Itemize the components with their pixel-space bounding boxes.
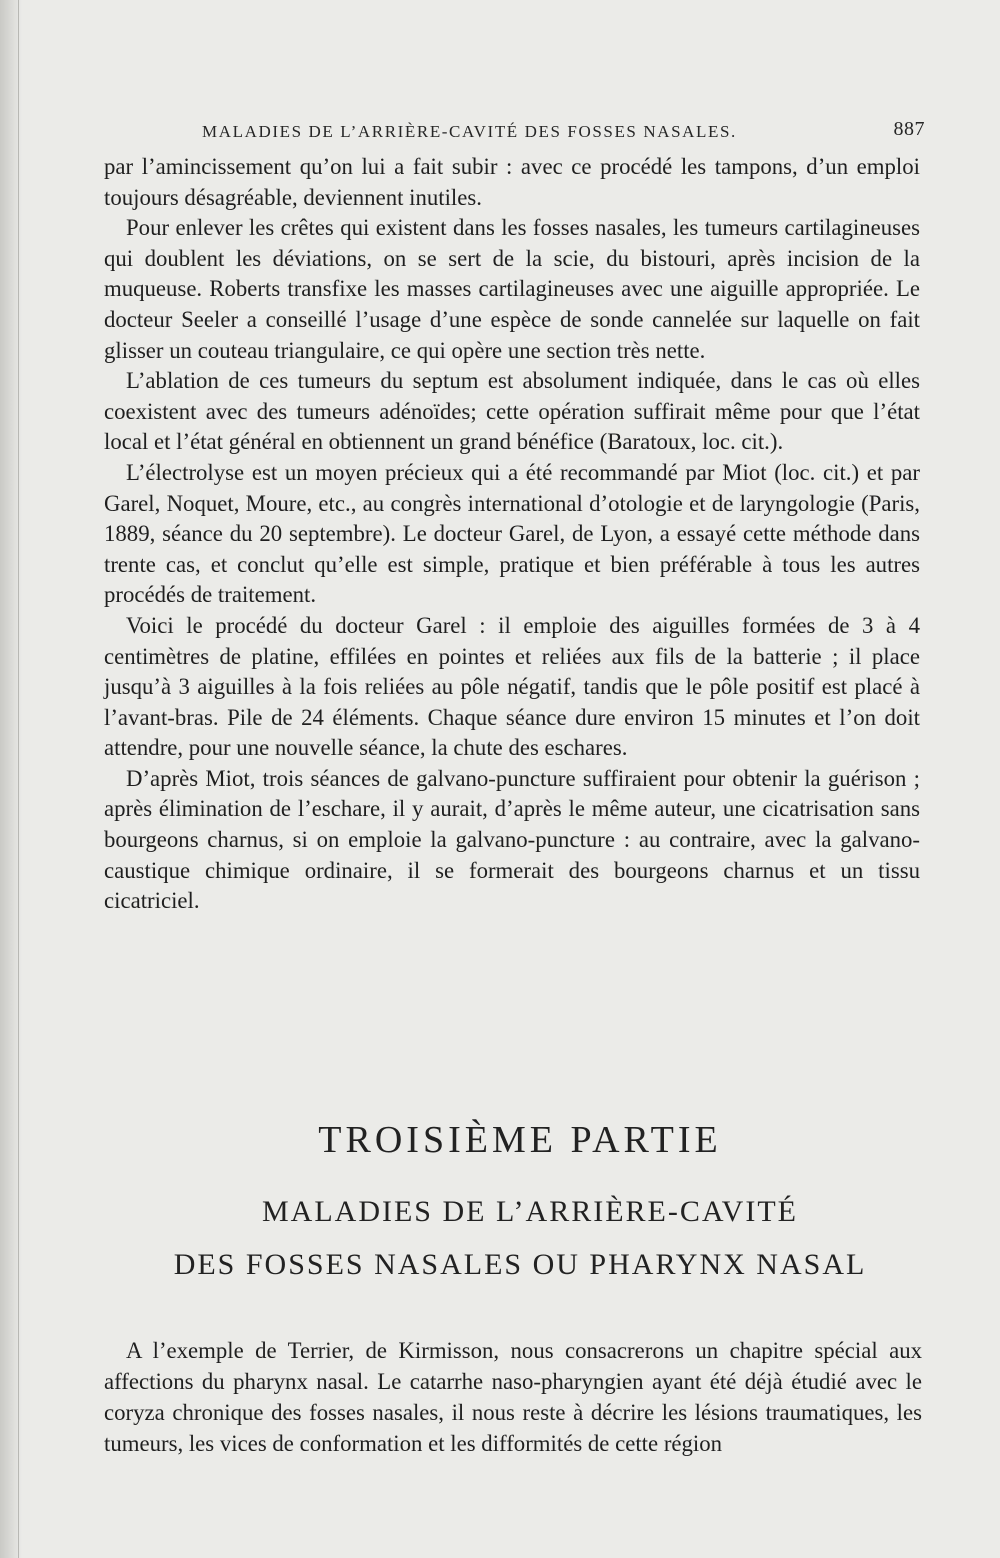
running-head-title: MALADIES DE L’ARRIÈRE-CAVITÉ DES FOSSES NASALES. — [202, 122, 737, 141]
body-text — [104, 152, 920, 917]
paragraph: par l’amincissement qu’on lui a fait subir : avec ce procédé les tampons, d’un emploi toujours désagréable, deviennent inutiles. — [104, 154, 920, 210]
part-subtitle-line-1: MALADIES DE L’ARRIÈRE-CAVITÉ — [262, 1195, 798, 1228]
paragraph: L’ablation de ces tumeurs du septum est absolument indiquée, dans le cas où elles coexistent avec des tumeurs adénoïdes; cette opération suffirait même pour que l’état local et l’état général en obtiennent un grand bénéfice (Baratoux, loc. cit.). — [104, 368, 920, 455]
part-title: TROISIÈME PARTIE — [318, 1119, 722, 1161]
intro-paragraph: A l’exemple de Terrier, de Kirmisson, nous consacrerons un chapitre spécial aux affections du pharynx nasal. Le catarrhe naso-pharyngien ayant été déjà étudié avec le coryza chronique des fosses nasales, il nous reste à décrire les lésions traumatiques, les tumeurs, les vices de conformation et les difformités de cette région — [104, 1338, 922, 1456]
running-head — [180, 118, 925, 148]
paragraph: Voici le procédé du docteur Garel : il emploie des aiguilles formées de 3 à 4 centimètres de platine, effilées en pointes et reliées aux fils de la batterie ; il place jusqu’à 3 aiguilles à la fois reliées au pôle négatif, tandis que le pôle positif est placé à l’avant-bras. Pile de 24 éléments. Chaque séance dure environ 15 minutes et l’on doit attendre, pour une nouvelle séance, la chute des eschares. — [104, 612, 920, 761]
page-edge — [18, 0, 19, 1558]
page-number: 887 — [893, 118, 925, 140]
paragraph: Pour enlever les crêtes qui existent dans les fosses nasales, les tumeurs cartilagineuses qui doublent les déviations, on se sert de la scie, du bistouri, après incision de la muqueuse. Roberts transfixe les masses cartilagineuses avec une aiguille appropriée. Le docteur Seeler a conseillé l’usage d’une espèce de sonde cannelée sur laquelle on fait glisser un couteau triangulaire, ce qui opère une section très nette. — [104, 215, 920, 363]
paragraph: D’après Miot, trois séances de galvano-puncture suffiraient pour obtenir la guérison ; après élimination de l’eschare, il y aurait, d’après le même auteur, une cicatrisation sans bourgeons charnus, si on emploie la galvano-puncture : au contraire, avec la galvano-caustique chimique ordinaire, il se formerait des bourgeons charnus et un tissu cicatriciel. — [104, 765, 920, 914]
part-subtitle-line-2: DES FOSSES NASALES OU PHARYNX NASAL — [173, 1248, 867, 1281]
intro-text — [104, 1335, 922, 1459]
paragraph: L’électrolyse est un moyen précieux qui a été recommandé par Miot (loc. cit.) et par Garel, Noquet, Moure, etc., au congrès international d’otologie et de laryngologie (Paris, 1889, séance du 20 septembre). Le docteur Garel, de Lyon, a essayé cette méthode dans trente cas, et conclut qu’elle est simple, pratique et bien préférable à tous les autres procédés de traitement. — [104, 459, 920, 608]
